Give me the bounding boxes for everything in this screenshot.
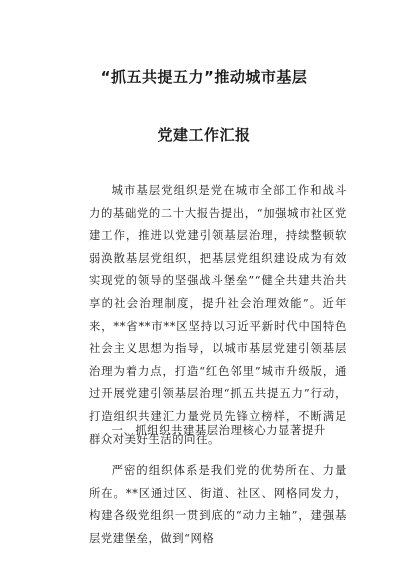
section-heading-1: 一、抓组织共建基层治理核心力显著提升 [111, 424, 326, 437]
paragraph-section-1: 严密的组织体系是我们党的优势所在、力量所在。**区通过区、街道、社区、网格同发力，构建各级党组织一贯到底的“动力主轴”，建强基层党建堡垒，做到“网格 [89, 464, 347, 545]
document-title-line-1: “抓五共提五力”推动城市基层 [100, 68, 308, 86]
paragraph-intro: 城市基层党组织是党在城市全部工作和战斗力的基础党的二十大报告提出，“加强城市社区党建工作，推进以党建引领基层治理，持续整顿软弱涣散基层党组织，把基层党组织建设成为有效实现党的领导的坚强战斗堡垒”“健全共建共治共享的社会治理制度，提升社会治理效能”。近年来，**省**市**区坚持以习近平新时代中国特色社会主义思想为指导，以城市基层党建引领基层治理为着力点，打造“红色邻里”城市升级版，通过开展党建引领基层治理“抓五共提五力”行动，打造组织共建汇力量党员先锋立榜样，不断满足群众对美好生活的向往。 [89, 184, 347, 446]
document-title-line-2: 党建工作汇报 [157, 126, 251, 144]
